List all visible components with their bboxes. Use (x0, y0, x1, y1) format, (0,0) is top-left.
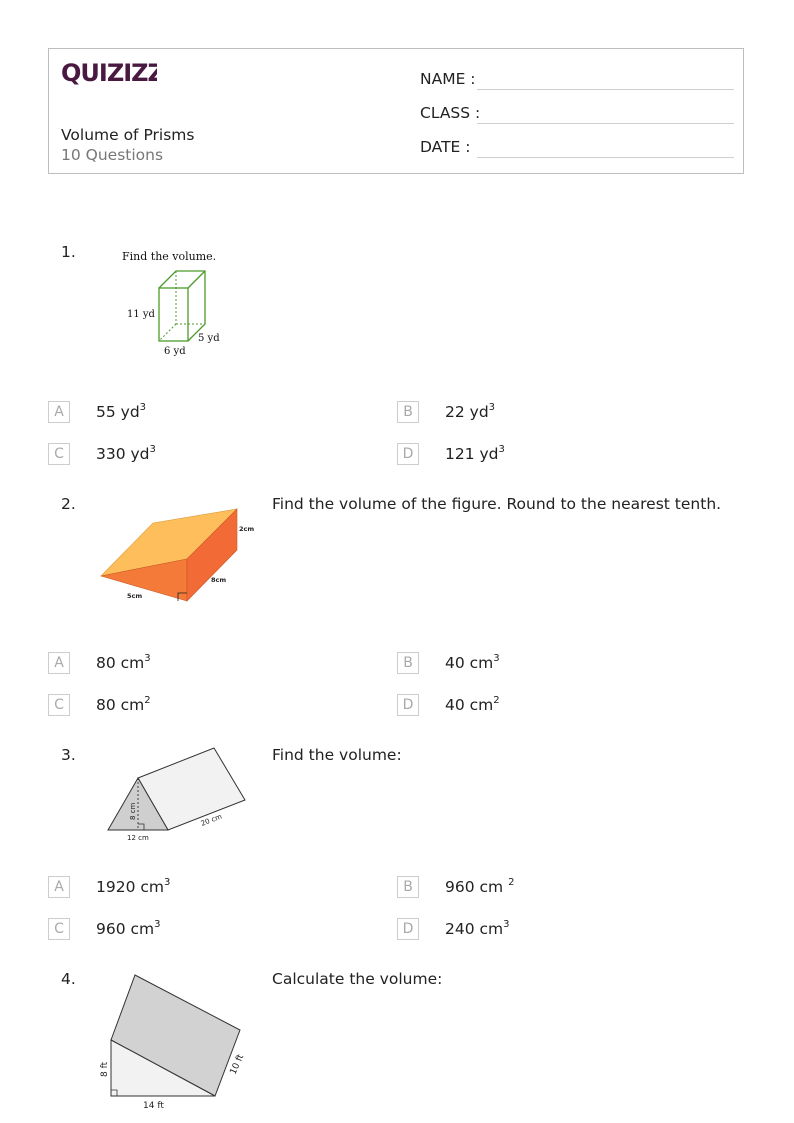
option-text: 80 $cm^2$ (96, 695, 151, 714)
option-letter: A (48, 401, 70, 423)
question-number: 3. (61, 746, 76, 764)
option-c[interactable] (48, 918, 348, 942)
option-text: 330 $yd^3$ (96, 444, 156, 463)
question-2-figure (95, 502, 265, 616)
prism-back-edges (159, 271, 205, 341)
prism-front-face (159, 288, 188, 341)
option-b[interactable] (397, 652, 697, 676)
date-field[interactable] (420, 134, 734, 158)
option-text: 1920 $cm^3$ (96, 877, 171, 896)
option-text: 55 $yd^3$ (96, 402, 147, 421)
option-a[interactable] (48, 401, 348, 425)
option-letter: D (397, 443, 419, 465)
option-a[interactable] (48, 652, 348, 676)
option-text: 80 $cm^3$ (96, 653, 151, 672)
question-1-figure (112, 244, 242, 368)
question-number: 4. (61, 970, 76, 988)
option-d[interactable] (397, 918, 697, 942)
label-5cm: 5cm (127, 592, 143, 600)
worksheet-question-count: 10 Questions (61, 146, 164, 164)
option-text: 40 $cm^3$ (445, 653, 500, 672)
height-label: 8 ft (100, 1061, 110, 1077)
question-number: 1. (61, 243, 76, 261)
option-d[interactable] (397, 443, 697, 467)
svg-text:QUIZIZZ: QUIZIZZ (61, 59, 157, 85)
option-letter: A (48, 652, 70, 674)
base-label: 12 cm (127, 834, 149, 842)
name-line[interactable] (477, 89, 734, 90)
question-4-figure (94, 970, 254, 1119)
date-label: DATE : (420, 138, 471, 156)
option-text: 22 $yd^3$ (445, 402, 496, 421)
height-label: 11 yd (127, 309, 155, 320)
option-letter: B (397, 401, 419, 423)
worksheet-title: Volume of Prisms (61, 126, 195, 144)
option-letter: B (397, 876, 419, 898)
figure-caption: Find the volume. (122, 250, 217, 263)
label-2cm: 2cm (239, 525, 255, 533)
class-field[interactable] (420, 100, 734, 124)
question-prompt: Calculate the volume: (272, 970, 443, 988)
option-letter: B (397, 652, 419, 674)
width-label: 6 yd (164, 346, 186, 357)
length-label: 20 cm (199, 812, 224, 828)
option-b[interactable] (397, 401, 697, 425)
depth-label: 5 yd (198, 333, 220, 344)
option-c[interactable] (48, 694, 348, 718)
option-letter: D (397, 918, 419, 940)
option-a[interactable] (48, 876, 348, 900)
worksheet-header (48, 48, 744, 174)
height-label: 8 cm (129, 802, 137, 820)
length-label: 10 ft (228, 1053, 247, 1077)
option-letter: D (397, 694, 419, 716)
quizizz-logo (61, 57, 157, 89)
option-letter: C (48, 443, 70, 465)
question-prompt: Find the volume of the figure. Round to the nearest tenth. (272, 495, 722, 513)
question-prompt: Find the volume: (272, 746, 402, 764)
option-b[interactable] (397, 876, 697, 900)
name-field[interactable] (420, 66, 734, 90)
question-number: 2. (61, 495, 76, 513)
base-label: 14 ft (143, 1101, 164, 1111)
question-3-figure (100, 742, 260, 852)
option-text: 960 $cm^3$ (96, 919, 161, 938)
label-8cm: 8cm (211, 576, 227, 584)
option-text: 121 $yd^3$ (445, 444, 505, 463)
option-c[interactable] (48, 443, 348, 467)
class-line[interactable] (477, 123, 734, 124)
option-letter: A (48, 876, 70, 898)
class-label: CLASS : (420, 104, 481, 122)
date-line[interactable] (477, 157, 734, 158)
option-letter: C (48, 918, 70, 940)
option-d[interactable] (397, 694, 697, 718)
option-text: 240 $cm^3$ (445, 919, 510, 938)
option-text: 40 $cm^2$ (445, 695, 500, 714)
option-letter: C (48, 694, 70, 716)
name-label: NAME : (420, 70, 476, 88)
option-text: 960 cm $^2$ (445, 877, 515, 896)
